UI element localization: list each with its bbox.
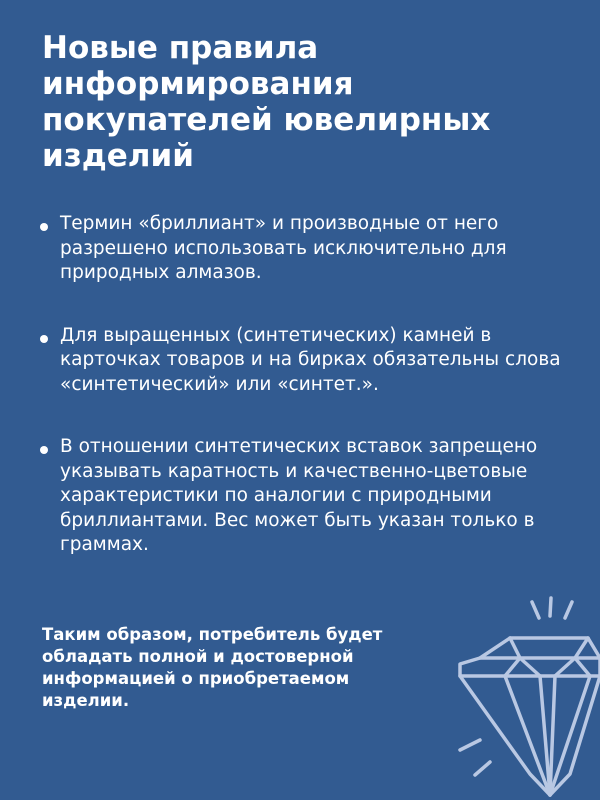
rules-list [38,212,578,596]
list-item-text: Для выращенных (синтетических) камней в карточках товаров и на бирках обязательны слова «синтетический» или «синтет.». [60,324,561,395]
list-item-text: Термин «бриллиант» и производные от него разрешено использовать исключительно для природных алмазов. [60,213,507,283]
conclusion-text: Таким образом, потребитель будет обладать полной и достоверной информацией о приобретаемом изделии. [42,625,383,710]
bullet-dot-icon [40,335,48,343]
bullet-dot-icon [40,446,48,454]
list-item [38,212,578,286]
bullet-dot-icon [40,223,48,231]
list-item [38,324,578,398]
list-item-text: В отношении синтетических вставок запрещено указывать каратность и качественно-цветовые характеристики по аналогии с природными бриллиантами. Вес может быть указан только в граммах. [60,436,538,555]
page-title: Новые правила информирования покупателей ювелирных изделий [42,30,491,174]
diamond-icon [420,590,600,800]
list-item [38,435,578,558]
